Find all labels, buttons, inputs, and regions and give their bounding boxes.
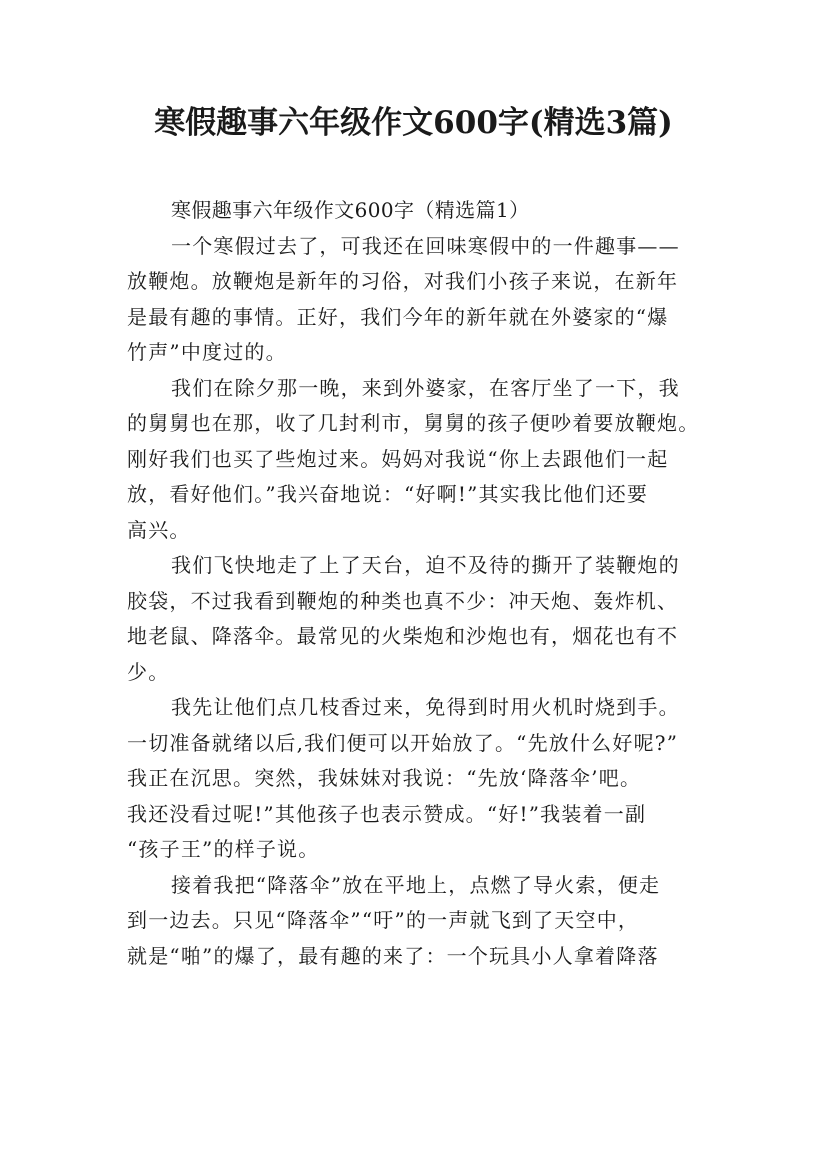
paragraph-line: “孩子王”的样子说。	[127, 837, 320, 861]
paragraph	[127, 548, 705, 690]
paragraph	[127, 371, 705, 549]
paragraph-line: 一切准备就绪以后,我们便可以开始放了。“先放什么好呢?”	[127, 730, 679, 755]
paragraph-line: 放，看好他们。”我兴奋地说：“好啊!”其实我比他们还要	[127, 482, 649, 506]
section-heading: 寒假趣事六年级作文600字（精选篇1）	[171, 198, 530, 222]
paragraph-line: 高兴。	[127, 517, 191, 542]
paragraph	[127, 868, 705, 975]
paragraph-line: 我正在沉思。突然，我妹妹对我说：“先放‘降落伞’吧。	[127, 766, 642, 790]
paragraph-line: 就是“啪”的爆了，最有趣的来了：一个玩具小人拿着降落	[127, 943, 659, 968]
paragraph-line: 放鞭炮。放鞭炮是新年的习俗，对我们小孩子来说，在新年	[127, 269, 679, 293]
paragraph-line: 我们飞快地走了上了天台，迫不及待的撕开了装鞭炮的	[171, 553, 680, 577]
paragraph-line: 少。	[127, 659, 170, 684]
paragraph-line: 到一边去。只见“降落伞”“吁”的一声就飞到了天空中，	[127, 908, 640, 932]
paragraph-line: 是最有趣的事情。正好，我们今年的新年就在外婆家的“爆	[127, 304, 669, 329]
document-title: 寒假趣事六年级作文600字(精选3篇)	[154, 105, 673, 141]
paragraph	[127, 229, 705, 371]
paragraph-line: 我还没看过呢!”其他孩子也表示赞成。“好!”我装着一副	[127, 801, 647, 826]
paragraph-line: 地老鼠、降落伞。最常见的火柴炮和沙炮也有，烟花也有不	[127, 624, 679, 648]
document-body	[127, 193, 705, 974]
paragraph-line: 接着我把“降落伞”放在平地上，点燃了导火索，便走	[171, 872, 661, 897]
paragraph-line: 胶袋，不过我看到鞭炮的种类也真不少：冲天炮、轰炸机、	[127, 588, 679, 613]
paragraph-line: 刚好我们也买了些炮过来。妈妈对我说“你上去跟他们一起	[127, 446, 669, 471]
paragraph-line: 我先让他们点几枝香过来，免得到时用火机时烧到手。	[171, 695, 680, 719]
paragraph	[127, 690, 705, 868]
paragraph-line: 竹声”中度过的。	[127, 340, 287, 364]
paragraph-line: 的舅舅也在那，收了几封利市，舅舅的孩子便吵着要放鞭炮。	[127, 411, 700, 435]
paragraph-line: 一个寒假过去了，可我还在回味寒假中的一件趣事——	[171, 233, 680, 258]
paragraph-line: 我们在除夕那一晚，来到外婆家，在客厅坐了一下，我	[171, 375, 680, 400]
